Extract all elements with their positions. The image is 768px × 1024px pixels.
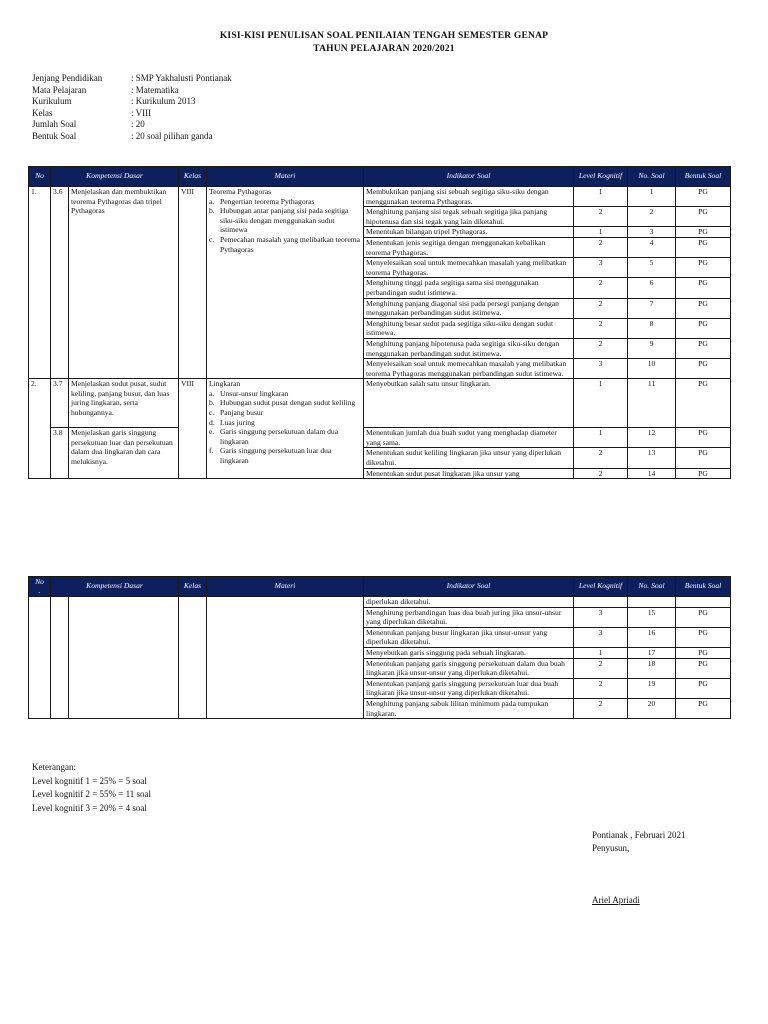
header-materi: Materi bbox=[207, 577, 364, 597]
table-header-row bbox=[29, 167, 731, 187]
info-value: : SMP Yakhalusti Pontianak bbox=[131, 73, 232, 83]
header-indikator: Indikator Soal bbox=[364, 167, 574, 187]
level-cell: 2 bbox=[574, 338, 628, 358]
materi-title: Teorema Pythagoras bbox=[209, 187, 272, 196]
bentuk-cell: PG bbox=[676, 607, 731, 627]
info-row bbox=[32, 108, 232, 120]
materi-mark: b. bbox=[209, 206, 215, 216]
materi-text: Unsur-unsur lingkaran bbox=[220, 388, 289, 398]
level-cell: 2 bbox=[574, 468, 628, 479]
no-soal-cell: 13 bbox=[628, 448, 676, 468]
indikator-cell: Menyelesaikan soal untuk memecahkan masalah yang melibatkan teorema Pythagoras menggunakan perbandingan sudut istimewa. bbox=[364, 359, 574, 379]
table-row bbox=[29, 379, 731, 428]
no-soal-cell: 1 bbox=[628, 187, 676, 207]
no-soal-cell: 2 bbox=[628, 207, 676, 227]
level-cell: 3 bbox=[574, 359, 628, 379]
bentuk-cell: PG bbox=[676, 338, 731, 358]
materi-mark: e. bbox=[209, 427, 215, 437]
level-cell: 2 bbox=[574, 678, 628, 698]
note-line: Level kognitif 2 = 55% = 11 soal bbox=[32, 789, 152, 799]
info-value: : Kurikulum 2013 bbox=[131, 96, 196, 106]
kelas-cell bbox=[179, 597, 207, 719]
indikator-cell: Membuktikan panjang sisi sebuah segitiga siku-siku dengan menggunakan teorema Pythagoras. bbox=[364, 187, 574, 207]
sign-place-date: Pontianak , Februari 2021 bbox=[592, 830, 686, 840]
indikator-cell: Menentukan panjang garis singgung persekutuan luar dua buah lingkaran jika unsur-unsur yang diperlukan diketahui. bbox=[364, 678, 574, 698]
info-row bbox=[32, 131, 232, 143]
indikator-cell: Menentukan bilangan tripel Pythagoras. bbox=[364, 227, 574, 238]
info-value: : VIII bbox=[131, 107, 152, 118]
materi-text: Hubungan antar panjang sisi pada segitiga siku-siku dengan menggunakan sudut istimewa bbox=[220, 206, 349, 235]
document-subtitle: TAHUN PELAJARAN 2020/2021 bbox=[313, 44, 455, 54]
info-label: Jenjang Pendidikan bbox=[32, 73, 103, 83]
table-row bbox=[29, 187, 731, 207]
header-bentuk: Bentuk Soal bbox=[676, 577, 731, 597]
indikator-cell: Menghitung besar sudut pada segitiga siku-siku dengan sudut istimewa. bbox=[364, 318, 574, 338]
level-cell: 3 bbox=[574, 607, 628, 627]
materi-cell bbox=[207, 597, 364, 719]
bentuk-cell: PG bbox=[676, 379, 731, 428]
info-label: Jumlah Soal bbox=[32, 119, 77, 129]
bentuk-cell: PG bbox=[676, 298, 731, 318]
materi-item bbox=[209, 427, 361, 446]
indikator-cell: Menentukan jumlah dua buah sudut yang menghadap diameter yang sama. bbox=[364, 428, 574, 448]
level-cell: 2 bbox=[574, 448, 628, 468]
no-soal-cell: 3 bbox=[628, 227, 676, 238]
materi-item bbox=[209, 206, 361, 235]
header-no-soal: No. Soal bbox=[628, 167, 676, 187]
kisi-kisi-table-page-1 bbox=[28, 166, 731, 479]
no-soal-cell: 12 bbox=[628, 428, 676, 448]
header-kelas: Kelas bbox=[179, 167, 207, 187]
no-soal-cell: 16 bbox=[628, 627, 676, 647]
document-title: KISI-KISI PENULISAN SOAL PENILAIAN TENGAH SEMESTER GENAP bbox=[219, 31, 549, 41]
level-cell: 2 bbox=[574, 698, 628, 718]
info-label: Kurikulum bbox=[32, 96, 72, 106]
no-soal-cell: 6 bbox=[628, 278, 676, 298]
identity-block bbox=[32, 73, 232, 142]
level-cell: 1 bbox=[574, 428, 628, 448]
table-row bbox=[29, 428, 731, 448]
materi-cell bbox=[207, 379, 364, 479]
indikator-cell: Menghitung panjang sabuk lilitan minimum pada tumpukan lingkaran. bbox=[364, 698, 574, 718]
header-no-dot: . bbox=[38, 585, 41, 595]
no-soal-cell: 10 bbox=[628, 359, 676, 379]
row-number: 2. bbox=[29, 379, 51, 479]
bentuk-cell: PG bbox=[676, 237, 731, 257]
materi-text: Garis singgung persekutuan luar dua lingkaran bbox=[220, 446, 332, 466]
header-no-label: No bbox=[35, 576, 44, 586]
no-soal-cell: 18 bbox=[628, 658, 676, 678]
kd-number: 3.8 bbox=[51, 428, 69, 479]
level-cell: 2 bbox=[574, 237, 628, 257]
materi-text: Pengertian teorema Pythagoras bbox=[220, 196, 315, 206]
bentuk-cell: PG bbox=[676, 278, 731, 298]
bentuk-cell: PG bbox=[676, 448, 731, 468]
table-row bbox=[29, 597, 731, 608]
materi-text: Hubungan sudut pusat dengan sudut keliling bbox=[220, 398, 356, 408]
bentuk-cell: PG bbox=[676, 359, 731, 379]
level-cell: 1 bbox=[574, 187, 628, 207]
info-row bbox=[32, 119, 232, 131]
row-number: 1. bbox=[29, 187, 51, 379]
materi-mark: b. bbox=[209, 398, 215, 408]
indikator-cell: Menentukan sudut pusat lingkaran jika unsur yang bbox=[364, 468, 574, 479]
info-value: : 20 bbox=[131, 119, 145, 129]
kelas-cell: VIII bbox=[179, 187, 207, 379]
kd-number: 3.7 bbox=[51, 379, 69, 428]
materi-list bbox=[209, 197, 361, 255]
kd-text: Menjelaskan sudut pusat, sudut keliling, panjang busur, dan luas juring lingkaran, serta hubungannya. bbox=[69, 379, 179, 428]
no-soal-cell: 15 bbox=[628, 607, 676, 627]
materi-title: Lingkaran bbox=[209, 379, 241, 389]
bentuk-cell: PG bbox=[676, 468, 731, 479]
info-row bbox=[32, 96, 232, 108]
indikator-cell: Menyebutkan garis singgung pada sebuah lingkaran. bbox=[364, 647, 574, 658]
indikator-cell: Menentukan sudut keliling lingkaran jika unsur yang diperlukan diketahui. bbox=[364, 448, 574, 468]
notes-heading: Keterangan: bbox=[32, 762, 76, 772]
sign-role: Penyusun, bbox=[592, 843, 630, 853]
level-cell: 2 bbox=[574, 298, 628, 318]
level-cell bbox=[574, 597, 628, 608]
note-line: Level kognitif 1 = 25% = 5 soal bbox=[32, 775, 147, 786]
indikator-cell: Menghitung panjang diagonal sisi pada persegi panjang dengan menggunakan perbandingan sudut istimewa. bbox=[364, 298, 574, 318]
bentuk-cell: PG bbox=[676, 627, 731, 647]
header-no-soal: No. Soal bbox=[628, 577, 676, 597]
materi-mark: c. bbox=[209, 408, 215, 418]
level-cell: 2 bbox=[574, 278, 628, 298]
level-cell: 2 bbox=[574, 658, 628, 678]
header-bentuk: Bentuk Soal bbox=[676, 167, 731, 187]
no-soal-cell: 17 bbox=[628, 647, 676, 658]
indikator-cell: Menyebutkan salah satu unsur lingkaran. bbox=[364, 379, 574, 428]
kelas-cell: VIII bbox=[179, 379, 207, 479]
indikator-cell: Menentukan jenis segitiga dengan menggunakan kebalikan teorema Pythagoras. bbox=[364, 237, 574, 257]
no-soal-cell: 5 bbox=[628, 258, 676, 278]
no-soal-cell bbox=[628, 597, 676, 608]
indikator-cell: Menghitung perbandingan luas dua buah juring jika unsur-unsur yang diperlukan diketahui. bbox=[364, 607, 574, 627]
header-indikator: Indikator Soal bbox=[364, 577, 574, 597]
materi-mark: f. bbox=[209, 446, 214, 456]
level-cell: 1 bbox=[574, 647, 628, 658]
no-soal-cell: 11 bbox=[628, 379, 676, 428]
sign-name: Ariel Apriadi bbox=[592, 895, 640, 905]
header-no bbox=[29, 577, 51, 597]
materi-text: Pemecahan masalah yang melibatkan teorema Pythagoras bbox=[220, 234, 361, 254]
materi-mark: a. bbox=[209, 196, 215, 206]
header-no: No bbox=[29, 167, 51, 187]
bentuk-cell: PG bbox=[676, 678, 731, 698]
materi-item bbox=[209, 389, 361, 399]
no-soal-cell: 20 bbox=[628, 698, 676, 718]
signature-block bbox=[592, 829, 686, 905]
header-level: Level Kognitif bbox=[574, 167, 628, 187]
row-number bbox=[29, 597, 51, 719]
bentuk-cell: PG bbox=[676, 698, 731, 718]
no-soal-cell: 14 bbox=[628, 468, 676, 479]
info-label: Mata Pelajaran bbox=[32, 84, 87, 95]
materi-item bbox=[209, 398, 361, 408]
bentuk-cell: PG bbox=[676, 187, 731, 207]
level-cell: 2 bbox=[574, 318, 628, 338]
no-soal-cell: 4 bbox=[628, 237, 676, 257]
materi-mark: c. bbox=[209, 234, 215, 244]
materi-mark: d. bbox=[209, 417, 215, 427]
materi-text: Garis singgung persekutuan dalam dua lingkaran bbox=[220, 427, 339, 446]
materi-text: Luas juring bbox=[220, 417, 255, 427]
level-cell: 3 bbox=[574, 258, 628, 278]
header-kelas: Kelas bbox=[179, 577, 207, 597]
no-soal-cell: 9 bbox=[628, 338, 676, 358]
header-kompetensi-dasar: Kompetensi Dasar bbox=[51, 167, 179, 187]
note-line: Level kognitif 3 = 20% = 4 soal bbox=[32, 802, 147, 813]
level-cell: 1 bbox=[574, 227, 628, 238]
info-label: Bentuk Soal bbox=[32, 130, 77, 141]
header-materi: Materi bbox=[207, 167, 364, 187]
header-level: Level Kognitif bbox=[574, 577, 628, 597]
materi-item bbox=[209, 235, 361, 254]
indikator-cell: Menghitung panjang sisi tegak sebuah segitiga jika panjang hipotenusa dan sisi tegak yang lain diketahui. bbox=[364, 207, 574, 227]
indikator-cell: Menyelesaikan soal untuk memecahkan masalah yang melibatkan teorema Pythagoras. bbox=[364, 258, 574, 278]
materi-text: Panjang busur bbox=[220, 408, 264, 418]
bentuk-cell: PG bbox=[676, 258, 731, 278]
level-cell: 1 bbox=[574, 379, 628, 428]
no-soal-cell: 8 bbox=[628, 318, 676, 338]
bentuk-cell: PG bbox=[676, 658, 731, 678]
notes-block bbox=[32, 761, 151, 815]
materi-item bbox=[209, 197, 361, 207]
info-label: Kelas bbox=[32, 107, 53, 118]
kd-text bbox=[69, 597, 179, 719]
indikator-cell: Menentukan panjang busur lingkaran jika unsur-unsur yang diperlukan diketahui. bbox=[364, 627, 574, 647]
materi-list bbox=[209, 389, 361, 466]
materi-item bbox=[209, 408, 361, 418]
table-header-row bbox=[29, 577, 731, 597]
level-cell: 3 bbox=[574, 627, 628, 647]
bentuk-cell: PG bbox=[676, 647, 731, 658]
kd-number bbox=[51, 597, 69, 719]
bentuk-cell bbox=[676, 597, 731, 608]
info-value: : Matematika bbox=[131, 84, 179, 95]
materi-item bbox=[209, 446, 361, 465]
no-soal-cell: 7 bbox=[628, 298, 676, 318]
bentuk-cell: PG bbox=[676, 428, 731, 448]
info-row bbox=[32, 85, 232, 97]
materi-cell bbox=[207, 187, 364, 379]
materi-item bbox=[209, 418, 361, 428]
materi-mark: a. bbox=[209, 388, 215, 398]
kd-number: 3.6 bbox=[51, 187, 69, 379]
indikator-cell: Menghitung panjang hipotenusa pada segitiga siku-siku dengan menggunakan perbandingan sudut istimewa. bbox=[364, 338, 574, 358]
indikator-cell: diperlukan diketahui. bbox=[364, 597, 574, 608]
indikator-cell: Menentukan panjang garis singgung persekutuan dalam dua buah lingkaran jika unsur-unsur yang diperlukan diketahui. bbox=[364, 658, 574, 678]
bentuk-cell: PG bbox=[676, 207, 731, 227]
bentuk-cell: PG bbox=[676, 318, 731, 338]
header-kompetensi-dasar: Kompetensi Dasar bbox=[51, 577, 179, 597]
info-value: : 20 soal pilihan ganda bbox=[131, 130, 213, 141]
kisi-kisi-table-page-2 bbox=[28, 576, 731, 719]
indikator-cell: Menghitung tinggi pada segitiga sama sisi menggunakan perbandingan sudut istimewa. bbox=[364, 278, 574, 298]
info-row bbox=[32, 73, 232, 85]
level-cell: 2 bbox=[574, 207, 628, 227]
bentuk-cell: PG bbox=[676, 227, 731, 238]
kd-text: Menjelaskan garis singgung persekutuan luar dan persekutuan dalam dua lingkaran dan cara melukisnya. bbox=[69, 428, 179, 479]
kd-text: Menjelaskan dan membuktikan teorema Pythagoras dan tripel Pythagoras bbox=[69, 187, 179, 379]
no-soal-cell: 19 bbox=[628, 678, 676, 698]
